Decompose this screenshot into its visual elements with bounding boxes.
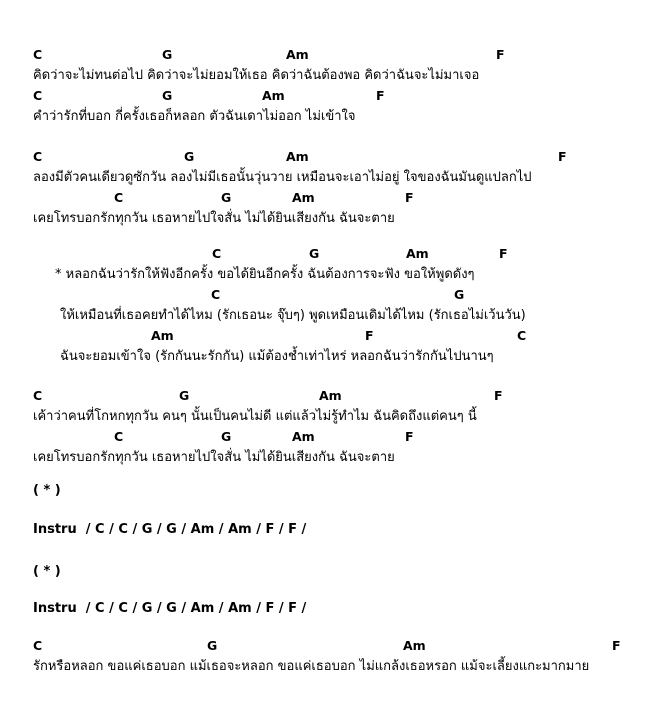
lyric-line: ฉันจะยอมเข้าใจ (รักกันนะรักกัน) แม้ต้องช้ำเท่าไหร่ หลอกฉันว่ารักกันไปนานๆ: [60, 349, 494, 364]
repeat-chorus-2: ( * ): [33, 564, 61, 579]
chord-c: C: [212, 246, 222, 261]
chord-f: F: [376, 88, 385, 103]
chord-am: Am: [403, 638, 426, 653]
chord-f: F: [496, 47, 505, 62]
chord-line: [0, 244, 670, 264]
instru-1: Instru / C / C / G / G / Am / Am / F / F /: [33, 522, 307, 537]
chord-g: G: [184, 149, 195, 164]
chord-line: [0, 147, 670, 167]
chord-f: F: [365, 328, 374, 343]
chord-am: Am: [292, 429, 315, 444]
chord-line: [0, 188, 670, 208]
chord-line: [0, 427, 670, 447]
chord-line: [0, 326, 670, 346]
chord-line: [0, 45, 670, 65]
chord-f: F: [612, 638, 621, 653]
chord-line: [0, 285, 670, 305]
lyric-line: * หลอกฉันว่ารักให้ฟังอีกครั้ง ขอได้ยินอีกครั้ง ฉันต้องการจะฟัง ขอให้พูดดังๆ: [55, 267, 475, 282]
chord-c: C: [33, 388, 43, 403]
chord-c: C: [33, 149, 43, 164]
chord-g: G: [162, 88, 173, 103]
lyric-line: คิดว่าจะไม่ทนต่อไป คิดว่าจะไม่ยอมให้เธอ คิดว่าฉันต้องพอ คิดว่าฉันจะไม่มาเจอ: [33, 68, 480, 83]
chord-f: F: [494, 388, 503, 403]
chord-am: Am: [292, 190, 315, 205]
chord-f: F: [405, 429, 414, 444]
chord-g: G: [221, 190, 232, 205]
chord-c: C: [114, 429, 124, 444]
section-verse-1: [0, 45, 670, 127]
chord-am: Am: [406, 246, 429, 261]
chord-am: Am: [262, 88, 285, 103]
lyric-line: ให้เหมือนที่เธอคยทำได้ไหม (รักเธอนะ จุ๊บๆ) พูดเหมือนเดิมได้ไหม (รักเธอไม่เว้นวัน): [60, 308, 526, 323]
lyric-line: เคยโทรบอกรักทุกวัน เธอหายไปใจสั่น ไม่ได้ยินเสียงกัน ฉันจะตาย: [33, 450, 395, 465]
chord-f: F: [558, 149, 567, 164]
chord-am: Am: [286, 47, 309, 62]
chord-f: F: [405, 190, 414, 205]
chord-line: [0, 386, 670, 406]
instru-2: Instru / C / C / G / G / Am / Am / F / F /: [33, 601, 307, 616]
lyric-line: เค้าว่าคนที่โกหกทุกวัน คนๆ นั้นเป็นคนไม่ดี แต่แล้วไม่รู้ทำไม ฉันคิดถึงแต่คนๆ นี้: [33, 409, 477, 424]
chord-am: Am: [319, 388, 342, 403]
lyric-line: ลองมีตัวคนเดียวดูซักวัน ลองไม่มีเธอนั้นวุ่นวาย เหมือนจะเอาไม่อยู่ ใจของฉันมันดูแปลกไป: [33, 170, 532, 185]
chord-c: C: [211, 287, 221, 302]
chord-g: G: [162, 47, 173, 62]
lyric-line: เคยโทรบอกรักทุกวัน เธอหายไปใจสั่น ไม่ได้ยินเสียงกัน ฉันจะตาย: [33, 211, 395, 226]
section-verse-3: [0, 386, 670, 468]
section-chorus-star: [0, 244, 670, 367]
chord-line: [0, 636, 670, 656]
chord-c: C: [114, 190, 124, 205]
chord-g: G: [309, 246, 320, 261]
chord-c: C: [517, 328, 527, 343]
chord-f: F: [499, 246, 508, 261]
section-outro: [0, 636, 670, 677]
repeat-chorus-1: ( * ): [33, 483, 61, 498]
chord-c: C: [33, 638, 43, 653]
chord-g: G: [179, 388, 190, 403]
lyric-line: คำว่ารักที่บอก กี่ครั้งเธอก็หลอก ตัวฉันเดาไม่ออก ไม่เข้าใจ: [33, 109, 356, 124]
chord-g: G: [207, 638, 218, 653]
chord-c: C: [33, 88, 43, 103]
chord-g: G: [454, 287, 465, 302]
chord-am: Am: [286, 149, 309, 164]
chord-am: Am: [151, 328, 174, 343]
lyric-line: รักหรือหลอก ขอแค่เธอบอก แม้เธอจะหลอก ขอแค่เธอบอก ไม่แกล้งเธอหรอก แม้จะเลี้ยงแกะมากมาย: [33, 659, 590, 674]
chord-line: [0, 86, 670, 106]
chord-c: C: [33, 47, 43, 62]
section-verse-2: [0, 147, 670, 229]
chord-g: G: [221, 429, 232, 444]
